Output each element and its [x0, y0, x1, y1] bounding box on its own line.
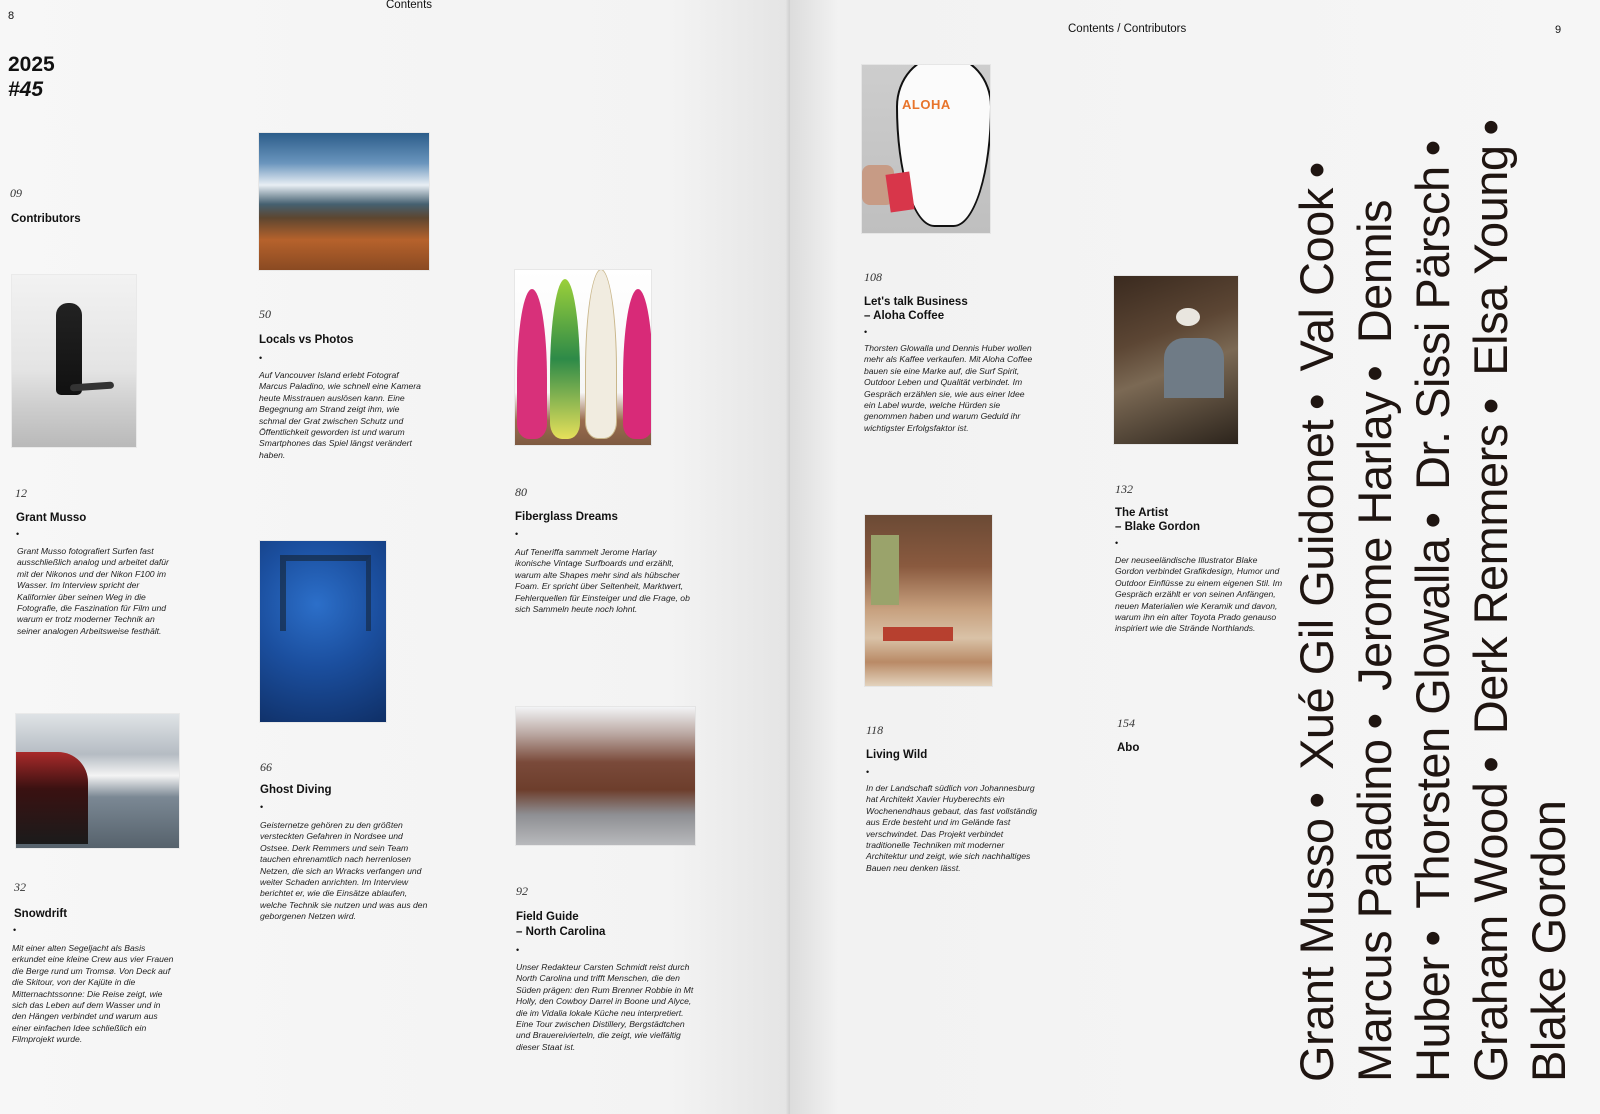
surfboard-shape — [517, 289, 547, 439]
entry-title-line1[interactable]: Let's talk Business — [864, 296, 968, 308]
contributor-name: Derk Remmers — [1464, 424, 1517, 735]
bullet: • — [1290, 162, 1343, 179]
bullet: • — [1406, 512, 1459, 529]
entry-page-number: 108 — [864, 270, 882, 284]
contributor-name: Jerome Harlay — [1348, 391, 1401, 691]
bullet: • — [866, 767, 870, 777]
contributor-name: Marcus Paladino — [1348, 739, 1401, 1082]
running-head-left: Contents — [386, 0, 433, 11]
entry-page-number: 32 — [14, 880, 26, 894]
photo-artist — [1114, 276, 1238, 444]
contributor-name: Grant Musso — [1290, 818, 1343, 1082]
contributors-list — [1288, 82, 1578, 1082]
bullet: • — [1406, 930, 1459, 947]
contributor-name: Elsa Young — [1464, 145, 1517, 376]
entry-page-number: 66 — [260, 760, 272, 774]
sofa-shape — [883, 627, 953, 641]
photo-house-interior — [865, 515, 992, 686]
entry-title-line1[interactable]: Field Guide — [516, 911, 579, 923]
photo-street — [516, 707, 695, 845]
entry-description: Auf Teneriffa sammelt Jerome Harlay ikonische Vintage Surfboards und erzählt, warum alte Shapes mehr sind als hübscher Foam. Er spricht über Seltenheit, Marktwert, Fehlerquellen für Einsteiger und die Frage, ob sich Sammeln heute noch lohnt. — [515, 547, 690, 615]
bullet: • — [1115, 538, 1119, 548]
surfer-figure — [56, 303, 82, 395]
bullet: • — [515, 529, 519, 539]
surfboard-shape — [550, 279, 580, 439]
entry-description: Mit einer alten Segeljacht als Basis erkundet eine kleine Crew aus vier Frauen die Berge rund um Tromsø. Von Deck auf die Skitour, von der Kajüte in die Mitternachtssonne: Die Reise zeigt, wie sich das Leben auf dem Wasser und in den Hängen verbindet und warum aus einer einfachen Idee schließlich ein Filmprojekt wurde. — [12, 943, 174, 1045]
running-head-right: Contents / Contributors — [1068, 23, 1187, 35]
bullet: • — [516, 945, 520, 955]
page-number-left: 8 — [8, 10, 15, 22]
bullet: • — [1290, 394, 1343, 410]
contributor-name: Dr. Sissi Pärsch — [1406, 166, 1459, 490]
entry-description: Unser Redakteur Carsten Schmidt reist durch North Carolina und trifft Menschen, die den Süden prägen: den Rum Brenner Robbie in Mt Holly, den Cowboy Darrel in Boone und Alyce, die im Vidalia lokale Küche neu interpretiert. Eine Tour zwischen Distillery, Bergstädtchen und Brauereivierteln, die zeigt, wie vielfältig dieser Staat ist. — [516, 962, 694, 1052]
contributor-name: Thorsten Glowalla — [1406, 538, 1459, 909]
bullet: • — [1348, 365, 1401, 382]
photo-landscape — [259, 133, 429, 270]
entry-title[interactable]: Fiberglass Dreams — [515, 511, 618, 523]
entry-description: Der neuseeländische Illustrator Blake Gordon verbindet Grafikdesign, Humor und Outdoor Einflüsse zu einem eigenen Stil. Im Gespräch erzählt er von seinen Anfängen, neuen Materialien wie Keramik und davon, warum ihn ein alter Toyota Prado genauso inspiriert wie die Strände Northlands. — [1115, 555, 1283, 634]
bullet: • — [260, 802, 264, 812]
entry-title[interactable]: Abo — [1117, 742, 1140, 754]
issue-number: #45 — [8, 78, 44, 101]
photo-surfer — [12, 275, 136, 447]
entry-page-number: 92 — [516, 884, 528, 898]
bullet: • — [1464, 119, 1517, 136]
entry-title[interactable]: Contributors — [11, 213, 81, 225]
bullet: • — [1348, 713, 1401, 730]
entry-title[interactable]: Grant Musso — [16, 512, 87, 524]
left-page — [0, 0, 790, 1114]
page-number-right: 9 — [1555, 24, 1562, 36]
person-figure — [16, 752, 88, 844]
entry-page-number: 80 — [515, 485, 527, 499]
entry-description: Geisternetze gehören zu den größten versteckten Gefahren in Nordsee und Ostsee. Derk Remmers und sein Team tauchen ehrenamtlich nach herrenlosen Netzen, die sich an Wracks verfangen und weiter Schaden anrichten. Im Interview berichtet er, wie die Einsätze ablaufen, welche Technik sie nutzen und was aus den geborgenen Netzen wird. — [260, 820, 428, 922]
entry-title[interactable]: Snowdrift — [14, 908, 68, 920]
mask-shape — [1176, 308, 1200, 326]
issue-year: 2025 — [8, 53, 55, 76]
bullet: • — [1290, 792, 1343, 809]
entry-page-number: 12 — [15, 486, 27, 500]
aloha-logo: ALOHA — [902, 97, 951, 112]
entry-title-line2[interactable]: – North Carolina — [516, 926, 606, 938]
bullet: • — [13, 925, 17, 935]
contributor-name: Blake Gordon — [1522, 800, 1575, 1082]
entry-description: Auf Vancouver Island erlebt Fotograf Marcus Paladino, wie schnell eine Kamera heute Misstrauen auslösen kann. Eine Begegnung am Strand zeigt ihm, wie schmal der Grat zwischen Schutz und Öffentlichkeit geworden ist und warum Smartphones das Spiel längst verändert haben. — [259, 370, 421, 460]
wreck-shape — [280, 555, 371, 631]
contributor-name: Val Cook — [1290, 188, 1343, 372]
entry-page-number: 50 — [259, 307, 271, 321]
photo-aloha-board — [862, 65, 990, 233]
entry-title-line2[interactable]: – Blake Gordon — [1115, 521, 1200, 533]
bullet: • — [259, 353, 263, 363]
bullet: • — [16, 529, 20, 539]
entry-page-number: 154 — [1117, 716, 1135, 730]
entry-description: Thorsten Glowalla und Dennis Huber wollen mehr als Kaffee verkaufen. Mit Aloha Coffee bauen sie eine Marke auf, die Surf Spirit, Outdoor Leben und Qualität verbindet. Im Gespräch erzählen sie, wie aus einer Idee ein Label wurde, welche Hürden sie genommen haben und warum Geduld ihr wichtigster Erfolgsfaktor ist. — [864, 343, 1033, 433]
photo-underwater — [260, 541, 386, 722]
entry-page-number: 132 — [1115, 482, 1133, 496]
window-shape — [871, 535, 899, 605]
shirt-shape — [1164, 338, 1224, 398]
entry-title[interactable]: Living Wild — [866, 749, 928, 761]
surfboard-shape — [623, 289, 651, 439]
entry-page-number: 118 — [866, 723, 884, 737]
contributor-name: Dennis Huber — [1348, 199, 1459, 1082]
entry-title[interactable]: Ghost Diving — [260, 784, 332, 796]
bullet: • — [1406, 140, 1459, 157]
coffee-pack-shape — [885, 172, 914, 213]
bullet: • — [864, 327, 868, 337]
bullet: • — [1464, 756, 1517, 773]
entry-title-line1[interactable]: The Artist — [1115, 507, 1169, 519]
entry-page-number: 09 — [10, 186, 22, 200]
entry-description: Grant Musso fotografiert Surfen fast ausschließlich analog und arbeitet dafür mit der Nikonos und der Nikon F100 im Wasser. Im Interview spricht der Kalifornier über seinen Weg in die Fotografie, die Faszination für Film und warum er trotz moderner Technik an seiner analogen Arbeitsweise festhält. — [17, 546, 169, 636]
contributor-name: Xué Gil Guidonet — [1290, 419, 1343, 770]
photo-sailing — [16, 714, 179, 848]
entry-description: In der Landschaft südlich von Johannesburg hat Architekt Xavier Huyberechts ein Wochenendhaus gebaut, das fast vollständig aus Erde besteht und im Gelände fast verschwindet. Das Projekt verbindet traditionelle Techniken mit moderner Architektur und zeigt, wie sich nachhaltiges Bauen neu denken lässt. — [866, 783, 1038, 873]
photo-surfboards — [515, 270, 651, 445]
entry-title[interactable]: Locals vs Photos — [259, 334, 354, 346]
surfboard-shape — [585, 270, 617, 439]
bullet: • — [1464, 398, 1517, 415]
entry-title-line2[interactable]: – Aloha Coffee — [864, 310, 945, 322]
contributor-name: Graham Wood — [1464, 782, 1517, 1082]
